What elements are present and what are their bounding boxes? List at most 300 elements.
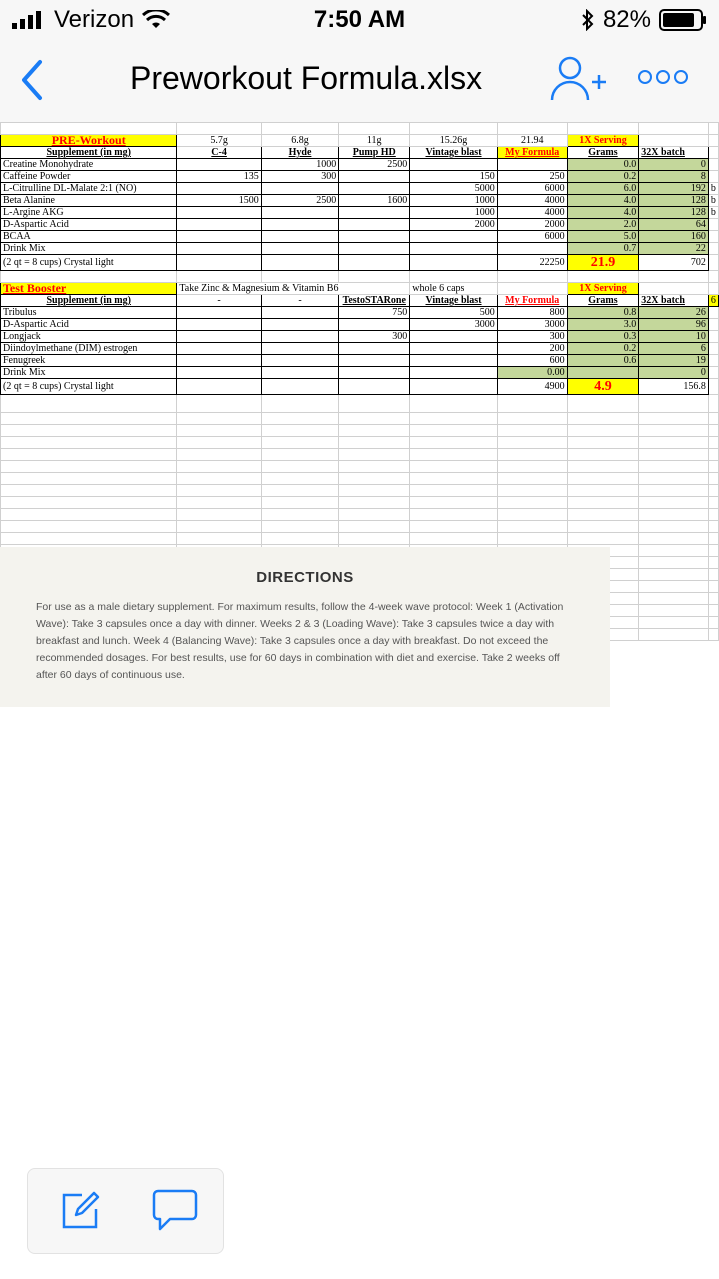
cell[interactable] [177,395,261,413]
supplement-name[interactable]: Diindoylmethane (DIM) estrogen [1,343,177,355]
cell[interactable] [177,509,261,521]
supplement-name[interactable]: D-Aspartic Acid [1,219,177,231]
cell[interactable] [708,159,718,171]
cell[interactable] [261,485,338,497]
cell[interactable]: 10 [639,331,709,343]
cell[interactable]: 128 [639,195,709,207]
cell[interactable] [261,331,338,343]
cell[interactable]: 4.0 [567,195,639,207]
cell[interactable]: 250 [497,171,567,183]
cell[interactable] [1,497,177,509]
cell[interactable] [1,521,177,533]
cell[interactable] [410,243,498,255]
cell[interactable] [261,207,338,219]
cell[interactable] [339,395,410,413]
cell[interactable] [567,509,639,521]
cell[interactable] [567,449,639,461]
cell[interactable] [177,183,261,195]
cell[interactable]: b [708,207,718,219]
cell[interactable] [708,617,718,629]
cell[interactable] [639,497,709,509]
cell[interactable] [410,395,498,413]
cell[interactable]: 150 [410,171,498,183]
cell[interactable] [567,437,639,449]
cell[interactable] [708,509,718,521]
spreadsheet-view[interactable] [0,122,719,712]
cell[interactable] [261,437,338,449]
cell[interactable] [261,509,338,521]
cell[interactable] [567,395,639,413]
cell[interactable] [177,461,261,473]
cell[interactable] [639,533,709,545]
cell[interactable]: 0.8 [567,307,639,319]
cell[interactable] [339,343,410,355]
cell[interactable]: 0.0 [567,159,639,171]
cell[interactable] [639,135,709,147]
total-label[interactable]: (2 qt = 8 cups) Crystal light [1,255,177,271]
cell[interactable] [177,413,261,425]
supplement-name[interactable]: BCAA [1,231,177,243]
cell[interactable] [410,425,498,437]
cell[interactable] [1,425,177,437]
supplement-name[interactable]: Fenugreek [1,355,177,367]
cell[interactable] [177,497,261,509]
cell[interactable] [639,617,709,629]
cell[interactable] [177,425,261,437]
cell[interactable] [1,485,177,497]
cell[interactable] [339,497,410,509]
cell[interactable] [177,485,261,497]
total-label[interactable]: (2 qt = 8 cups) Crystal light [1,379,177,395]
cell[interactable]: 5.7g [177,135,261,147]
cell[interactable] [339,379,410,395]
cell[interactable]: 64 [639,219,709,231]
cell[interactable] [1,509,177,521]
column-header[interactable]: Pump HD [339,147,410,159]
cell[interactable] [177,437,261,449]
cell[interactable] [339,485,410,497]
cell[interactable]: 2500 [261,195,338,207]
cell[interactable]: 26 [639,307,709,319]
cell[interactable] [567,497,639,509]
testbooster-note2[interactable]: whole 6 caps [410,283,498,295]
preworkout-title[interactable]: PRE-Workout [1,135,177,147]
cell[interactable] [497,509,567,521]
cell[interactable]: 1600 [339,195,410,207]
cell[interactable]: 750 [339,307,410,319]
cell[interactable] [410,159,498,171]
cell[interactable]: 2000 [410,219,498,231]
cell[interactable] [261,319,338,331]
cell[interactable] [497,449,567,461]
cell[interactable] [639,593,709,605]
cell[interactable] [261,367,338,379]
cell[interactable] [708,283,718,295]
cell[interactable] [639,449,709,461]
cell[interactable] [261,461,338,473]
cell[interactable]: b [708,183,718,195]
cell[interactable] [410,449,498,461]
cell[interactable] [410,331,498,343]
cell[interactable] [261,449,338,461]
cell[interactable]: 3000 [497,319,567,331]
cell[interactable] [177,319,261,331]
cell[interactable]: 0.00 [497,367,567,379]
cell[interactable] [497,159,567,171]
cell[interactable] [639,509,709,521]
supplement-name[interactable]: Beta Alanine [1,195,177,207]
cell[interactable] [410,461,498,473]
supplement-name[interactable]: Longjack [1,331,177,343]
cell[interactable] [339,449,410,461]
column-header[interactable]: - [261,295,338,307]
column-header[interactable]: My Formula [497,147,567,159]
cell[interactable] [639,413,709,425]
cell[interactable] [639,545,709,557]
cell[interactable] [1,473,177,485]
cell[interactable] [177,343,261,355]
cell[interactable] [339,437,410,449]
cell[interactable] [339,243,410,255]
supplement-name[interactable]: D-Aspartic Acid [1,319,177,331]
cell[interactable] [708,581,718,593]
cell[interactable]: 200 [497,343,567,355]
cell[interactable] [339,171,410,183]
column-header[interactable]: Grams [567,295,639,307]
cell[interactable] [177,159,261,171]
cell[interactable]: 6000 [497,231,567,243]
cell[interactable] [410,367,498,379]
column-header[interactable]: Hyde [261,147,338,159]
cell[interactable] [567,533,639,545]
column-header[interactable]: 6 [708,295,718,307]
cell[interactable] [261,379,338,395]
supplement-name[interactable]: Drink Mix [1,367,177,379]
cell[interactable] [339,425,410,437]
cell[interactable] [567,425,639,437]
serving-label[interactable]: 1X Serving [567,135,639,147]
cell[interactable]: 4000 [497,207,567,219]
add-person-button[interactable] [548,54,608,104]
cell[interactable] [177,449,261,461]
cell[interactable]: 4.0 [567,207,639,219]
cell[interactable] [639,581,709,593]
cell[interactable] [1,395,177,413]
cell[interactable] [177,367,261,379]
cell[interactable]: 500 [410,307,498,319]
cell[interactable] [1,437,177,449]
cell[interactable] [261,343,338,355]
cell[interactable] [339,207,410,219]
supplement-name[interactable]: Caffeine Powder [1,171,177,183]
cell[interactable] [410,473,498,485]
more-options-button[interactable] [636,62,690,92]
cell[interactable] [708,367,718,379]
cell[interactable]: 15.26g [410,135,498,147]
cell[interactable] [410,355,498,367]
column-header[interactable]: Supplement (in mg) [1,147,177,159]
column-header[interactable]: Grams [567,147,639,159]
cell[interactable] [339,367,410,379]
cell[interactable] [497,243,567,255]
cell[interactable]: 2500 [339,159,410,171]
cell[interactable] [339,533,410,545]
cell[interactable]: 6000 [497,183,567,195]
total-grams[interactable]: 21.9 [567,255,639,271]
cell[interactable]: 4000 [497,195,567,207]
cell[interactable]: 600 [497,355,567,367]
cell[interactable] [708,355,718,367]
cell[interactable] [410,343,498,355]
cell[interactable] [497,533,567,545]
cell[interactable]: 11g [339,135,410,147]
cell[interactable]: 192 [639,183,709,195]
supplement-name[interactable]: Tribulus [1,307,177,319]
cell[interactable] [567,485,639,497]
cell[interactable] [339,355,410,367]
cell[interactable] [567,413,639,425]
total-batch[interactable]: 156.8 [639,379,709,395]
cell[interactable] [497,395,567,413]
cell[interactable] [177,521,261,533]
cell[interactable]: 0.7 [567,243,639,255]
cell[interactable] [339,319,410,331]
cell[interactable] [497,283,567,295]
cell[interactable]: 19 [639,355,709,367]
total-formula[interactable]: 4900 [497,379,567,395]
cell[interactable] [497,485,567,497]
cell[interactable] [639,395,709,413]
cell[interactable]: b [708,195,718,207]
cell[interactable] [708,605,718,617]
cell[interactable] [708,395,718,413]
cell[interactable]: 5000 [410,183,498,195]
cell[interactable] [708,307,718,319]
total-grams[interactable]: 4.9 [567,379,639,395]
cell[interactable] [708,497,718,509]
cell[interactable] [410,379,498,395]
cell[interactable]: 0.3 [567,331,639,343]
cell[interactable] [639,473,709,485]
cell[interactable] [261,255,338,271]
cell[interactable] [177,231,261,243]
edit-button[interactable] [60,1189,102,1231]
cell[interactable] [339,183,410,195]
cell[interactable]: 135 [177,171,261,183]
cell[interactable]: 8 [639,171,709,183]
cell[interactable] [567,367,639,379]
cell[interactable] [339,255,410,271]
cell[interactable] [339,521,410,533]
cell[interactable] [261,425,338,437]
cell[interactable] [708,413,718,425]
cell[interactable] [1,449,177,461]
cell[interactable]: 96 [639,319,709,331]
cell[interactable] [261,243,338,255]
column-header[interactable]: TestoSTARone [339,295,410,307]
cell[interactable] [497,413,567,425]
cell[interactable] [497,473,567,485]
cell[interactable] [639,437,709,449]
cell[interactable] [339,461,410,473]
cell[interactable] [708,521,718,533]
supplement-name[interactable]: L-Citrulline DL-Malate 2:1 (NO) [1,183,177,195]
cell[interactable]: 5.0 [567,231,639,243]
cell[interactable] [639,283,709,295]
cell[interactable] [639,557,709,569]
cell[interactable] [708,343,718,355]
cell[interactable]: 0 [639,367,709,379]
cell[interactable] [708,449,718,461]
cell[interactable] [708,545,718,557]
column-header[interactable]: Vintage blast [410,295,498,307]
cell[interactable]: 1500 [177,195,261,207]
cell[interactable] [261,355,338,367]
cell[interactable] [497,461,567,473]
cell[interactable] [639,629,709,641]
cell[interactable] [261,219,338,231]
cell[interactable]: 6.0 [567,183,639,195]
column-header[interactable]: Vintage blast [410,147,498,159]
comment-button[interactable] [152,1189,198,1231]
cell[interactable] [639,461,709,473]
cell[interactable] [708,331,718,343]
cell[interactable] [708,231,718,243]
cell[interactable] [497,437,567,449]
cell[interactable] [497,425,567,437]
cell[interactable] [567,521,639,533]
cell[interactable] [261,473,338,485]
total-batch[interactable]: 702 [639,255,709,271]
cell[interactable] [410,509,498,521]
column-header[interactable]: 32X batch [639,295,709,307]
testbooster-title[interactable]: Test Booster [1,283,177,295]
cell[interactable] [410,521,498,533]
cell[interactable] [339,509,410,521]
cell[interactable] [410,437,498,449]
cell[interactable] [339,219,410,231]
cell[interactable]: 6 [639,343,709,355]
cell[interactable] [708,557,718,569]
cell[interactable] [708,461,718,473]
cell[interactable] [261,307,338,319]
cell[interactable]: 6.8g [261,135,338,147]
cell[interactable] [177,219,261,231]
cell[interactable] [410,485,498,497]
cell[interactable] [639,485,709,497]
supplement-name[interactable]: Creatine Monohydrate [1,159,177,171]
cell[interactable] [177,473,261,485]
cell[interactable] [708,243,718,255]
cell[interactable] [177,243,261,255]
cell[interactable] [261,521,338,533]
cell[interactable] [177,379,261,395]
cell[interactable]: 0 [639,159,709,171]
cell[interactable] [639,521,709,533]
testbooster-note[interactable]: Take Zinc & Magnesium & Vitamin B6 [177,283,410,295]
total-formula[interactable]: 22250 [497,255,567,271]
cell[interactable] [177,331,261,343]
cell[interactable]: 22 [639,243,709,255]
serving-label[interactable]: 1X Serving [567,283,639,295]
cell[interactable]: 0.2 [567,171,639,183]
cell[interactable]: 1000 [410,207,498,219]
cell[interactable]: 128 [639,207,709,219]
cell[interactable] [708,533,718,545]
cell[interactable] [261,183,338,195]
cell[interactable] [639,425,709,437]
cell[interactable] [497,497,567,509]
cell[interactable] [497,521,567,533]
cell[interactable] [1,413,177,425]
column-header[interactable]: - [177,295,261,307]
column-header[interactable]: C-4 [177,147,261,159]
cell[interactable] [177,307,261,319]
cell[interactable] [339,413,410,425]
cell[interactable] [639,569,709,581]
cell[interactable]: 3000 [410,319,498,331]
cell[interactable] [261,395,338,413]
supplement-name[interactable]: Drink Mix [1,243,177,255]
cell[interactable] [177,355,261,367]
cell[interactable] [708,255,718,271]
column-header[interactable]: Supplement (in mg) [1,295,177,307]
cell[interactable]: 160 [639,231,709,243]
cell[interactable] [708,219,718,231]
cell[interactable]: 1000 [261,159,338,171]
cell[interactable] [339,473,410,485]
cell[interactable] [708,629,718,641]
cell[interactable] [261,533,338,545]
cell[interactable] [177,255,261,271]
cell[interactable]: 0.6 [567,355,639,367]
cell[interactable] [639,605,709,617]
cell[interactable]: 21.94 [497,135,567,147]
cell[interactable] [1,533,177,545]
cell[interactable] [567,461,639,473]
cell[interactable] [567,473,639,485]
cell[interactable]: 2000 [497,219,567,231]
cell[interactable] [410,413,498,425]
cell[interactable]: 2.0 [567,219,639,231]
back-button[interactable] [12,56,52,104]
cell[interactable] [708,135,718,147]
cell[interactable] [708,437,718,449]
cell[interactable] [410,497,498,509]
cell[interactable] [1,461,177,473]
cell[interactable] [339,231,410,243]
cell[interactable] [261,231,338,243]
cell[interactable] [708,171,718,183]
cell[interactable] [410,533,498,545]
cell[interactable]: 300 [339,331,410,343]
cell[interactable]: 300 [497,331,567,343]
cell[interactable] [708,147,718,159]
cell[interactable] [708,569,718,581]
cell[interactable] [708,425,718,437]
column-header[interactable]: 32X batch [639,147,709,159]
cell[interactable] [708,319,718,331]
cell[interactable] [708,473,718,485]
cell[interactable]: 3.0 [567,319,639,331]
cell[interactable] [708,593,718,605]
cell[interactable]: 800 [497,307,567,319]
cell[interactable]: 1000 [410,195,498,207]
cell[interactable] [708,485,718,497]
cell[interactable] [261,497,338,509]
cell[interactable]: 300 [261,171,338,183]
cell[interactable] [177,533,261,545]
